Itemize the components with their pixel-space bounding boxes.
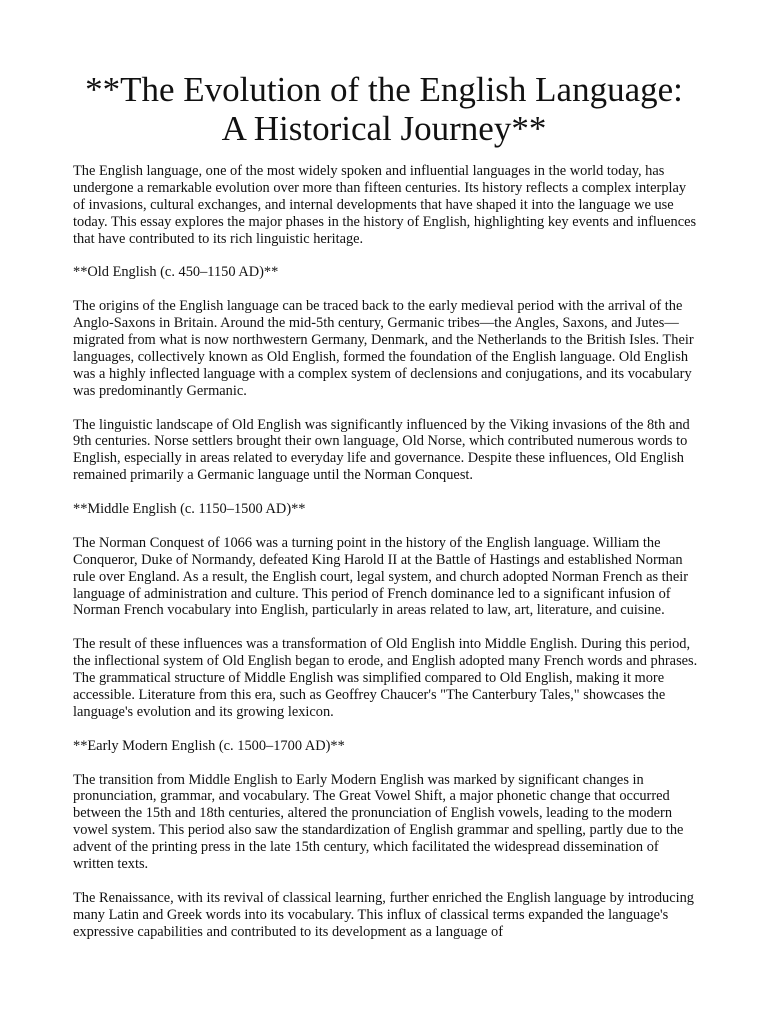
title-line-2: A Historical Journey** [221, 109, 547, 148]
body-paragraph: The result of these influences was a transformation of Old English into Middle English. During this period, the inflectional system of Old English began to erode, and English adopted many French words and phrases. The grammatical structure of Middle English was simplified compared to Old English, making it more accessible. Literature from this era, such as Geoffrey Chaucer's "The Canterbury Tales," showcases the language's evolution and its growing lexicon. [73, 636, 698, 720]
section-heading-old-english: **Old English (c. 450–1150 AD)** [73, 264, 279, 281]
body-paragraph: The Renaissance, with its revival of classical learning, further enriched the English language by introducing many Latin and Greek words into its vocabulary. This influx of classical terms expanded the language's expressive capabilities and contributed to its development as a language of [73, 889, 694, 940]
body-paragraph: The Norman Conquest of 1066 was a turning point in the history of the English language. William the Conqueror, Duke of Normandy, defeated King Harold II at the Battle of Hastings and established Norman rule over England. As a result, the English court, legal system, and church adopted Norman French as their language of administration and culture. This period of French dominance led to a significant infusion of Norman French vocabulary into English, particularly in areas related to law, art, literature, and cuisine. [73, 534, 689, 619]
body-paragraph: The origins of the English language can be traced back to the early medieval period with the arrival of the Anglo-Saxons in Britain. Around the mid-5th century, Germanic tribes—the Angles, Saxons, and Jutes—migrated from what is now northwestern Germany, Denmark, and the Netherlands to the British Isles. Their languages, collectively known as Old English, formed the foundation of the English language. Old English was a highly inflected language with a complex system of declensions and conjugations, and its vocabulary was predominantly Germanic. [73, 298, 694, 399]
intro-paragraph: The English language, one of the most widely spoken and influential languages in the world today, has undergone a remarkable evolution over more than fifteen centuries. Its history reflects a complex interplay of invasions, cultural exchanges, and internal developments that have shaped it into the language we use today. This essay explores the major phases in the history of English, highlighting key events and influences that have contributed to its rich linguistic heritage. [73, 163, 697, 247]
title-line-1: **The Evolution of the English Language: [85, 70, 683, 109]
section-heading-middle-english: **Middle English (c. 1150–1500 AD)** [73, 501, 306, 518]
section-heading-early-modern-english: **Early Modern English (c. 1500–1700 AD)** [73, 737, 345, 754]
body-paragraph: The linguistic landscape of Old English was significantly influenced by the Viking invasions of the 8th and 9th centuries. Norse settlers brought their own language, Old Norse, which contributed numerous words to English, especially in areas related to everyday life and governance. Despite these influences, Old English remained primarily a Germanic language until the Norman Conquest. [73, 416, 690, 484]
document-body [73, 163, 698, 957]
document-title [40, 70, 728, 148]
body-paragraph: The transition from Middle English to Early Modern English was marked by significant changes in pronunciation, grammar, and vocabulary. The Great Vowel Shift, a major phonetic change that occurred between the 15th and 18th centuries, altered the pronunciation of English vowels, leading to the modern vowel system. This period also saw the standardization of English grammar and spelling, partly due to the advent of the printing press in the late 15th century, which facilitated the widespread dissemination of written texts. [73, 771, 684, 873]
